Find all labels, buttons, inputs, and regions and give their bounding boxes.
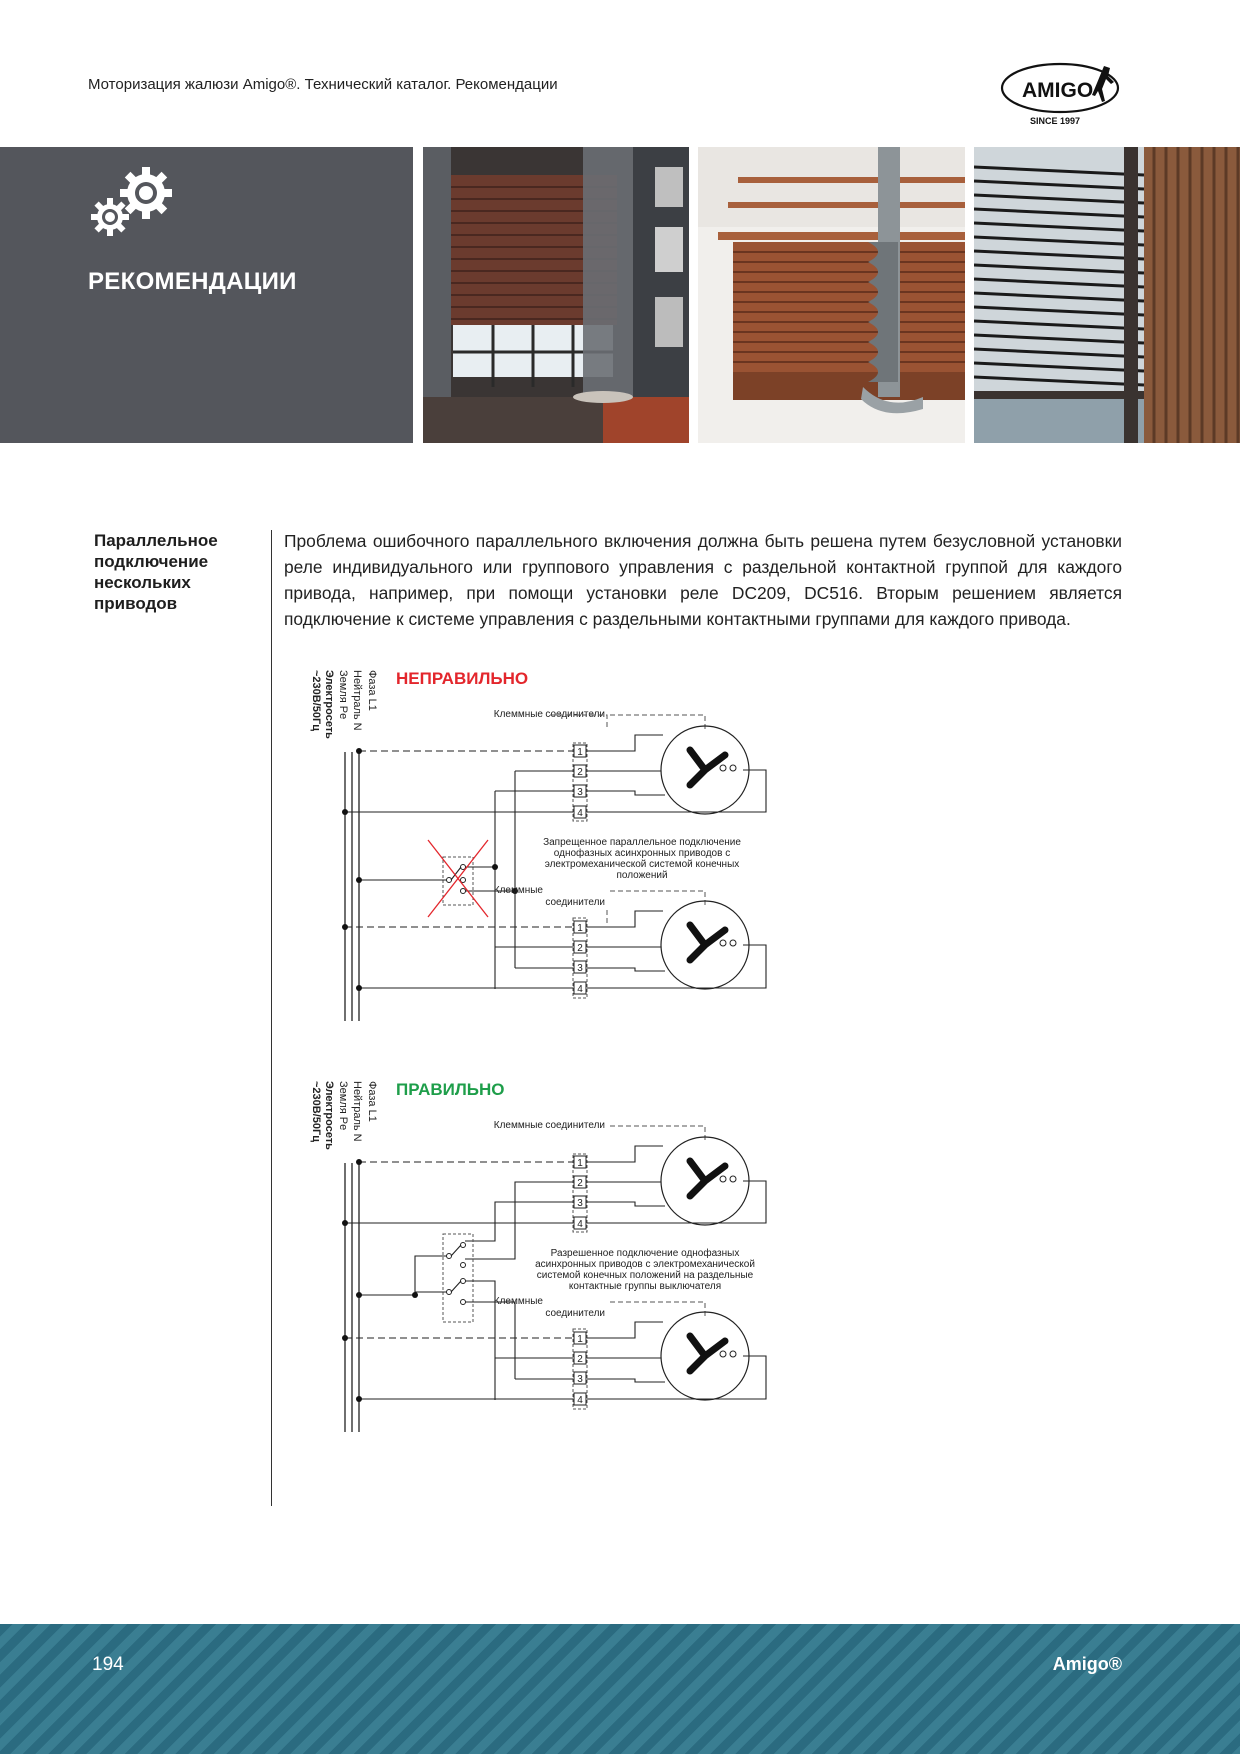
note-right-3: системой конечных положений на раздельные [536,1270,754,1281]
diagram-wrong [285,655,785,1115]
legend-grid-2: Электросеть [323,1081,335,1150]
term-c2: 2 [577,1178,583,1189]
legend-ground: Земля Pe [337,670,349,720]
term-4: 4 [577,808,583,819]
terminal-label-3a: Клеммные [493,1120,543,1131]
note-wrong-1: Запрещенное параллельное подключение [543,837,741,848]
photo-room-blinds [423,147,689,443]
section-text: Проблема ошибочного параллельного включения должна быть решена путем безусловной установки реле индивидуального или группового управления с раздельной контактной группой для каждого привода, например, при помощи установки реле DC209, DC516. Вторым решением является подключение к системе управления с раздельными контактными группами для каждого привода. [284,531,1122,629]
footer [0,1624,1240,1754]
photo-wooden-slats [698,147,965,443]
terminal-label-4b: соединители [545,1308,605,1319]
legend-neutral: Нейтраль N [351,670,363,731]
term-d4: 4 [577,1395,583,1406]
note-right-4: контактные группы выключателя [568,1281,722,1292]
term-b2: 2 [577,943,583,954]
legend-grid: Электросеть [323,670,335,739]
term-c1: 1 [577,1158,583,1169]
status-wrong: НЕПРАВИЛЬНО [396,669,529,688]
term-c4: 4 [577,1219,583,1230]
terminal-label-2b: соединители [545,897,605,908]
section-title: РЕКОМЕНДАЦИИ [88,268,297,295]
diagram-right [285,1066,785,1446]
section-side-title: Параллельное подключение нескольких приводов [94,531,218,613]
term-d1: 1 [577,1334,583,1345]
status-right: ПРАВИЛЬНО [396,1080,505,1099]
note-right-1: Разрешенное подключение однофазных [550,1248,740,1259]
note-right-2: асинхронных приводов с электромеханической [535,1259,755,1270]
note-wrong-2: однофазных асинхронных приводов с [553,848,731,859]
term-b3: 3 [577,963,583,974]
legend-voltage-2: ~230В/50Гц [310,1081,322,1143]
note-wrong-4: положений [616,870,668,881]
term-c3: 3 [577,1198,583,1209]
legend-phase: Фаза L1 [366,670,378,711]
gears-icon [90,165,180,240]
term-b1: 1 [577,923,583,934]
term-d3: 3 [577,1374,583,1385]
logo-brand: AMIGO [1022,79,1094,102]
term-3: 3 [577,787,583,798]
term-2: 2 [577,767,583,778]
terminal-label-4a: Клеммные [493,1296,543,1307]
section-divider [271,530,272,1506]
term-1: 1 [577,747,583,758]
note-wrong-3: электромеханической системой конечных [544,859,740,870]
logo-since: SINCE 1997 [1030,116,1081,126]
legend-voltage: ~230В/50Гц [310,670,322,732]
terminal-label-2a: Клеммные [493,885,543,896]
section-banner [0,147,413,443]
photo-dark-blinds [974,147,1240,443]
term-b4: 4 [577,984,583,995]
amigo-logo [1000,58,1128,128]
terminal-label-1a: Клеммные [493,709,543,720]
hero-band [0,147,1240,443]
term-d2: 2 [577,1354,583,1365]
terminal-label-3b: соединители [545,1120,605,1131]
footer-brand: Amigo® [1052,1654,1122,1674]
page-number: 194 [92,1654,124,1675]
header-title: Моторизация жалюзи Amigo®. Технический каталог. Рекомендации [88,76,558,93]
legend-ground-2: Земля Pe [337,1081,349,1131]
legend-phase-2: Фаза L1 [366,1081,378,1122]
terminal-label-1b: соединители [545,709,605,720]
legend-neutral-2: Нейтраль N [351,1081,363,1142]
